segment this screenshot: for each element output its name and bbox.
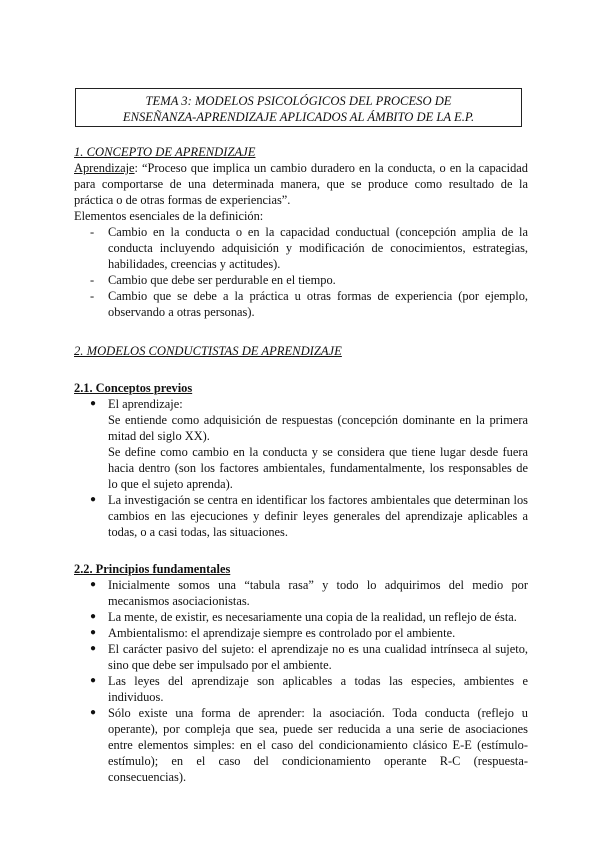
list-item-text: El carácter pasivo del sujeto: el aprendizaje no es una cualidad intrínseca al sujeto, sino que debe ser impulsado por el ambiente. bbox=[108, 642, 528, 672]
list-item-text: La investigación se centra en identificar los factores ambientales que determinan los cambios en las ejecuciones y definir leyes generales del aprendizaje aplicables a todas, o a casi todas, las situaciones. bbox=[108, 493, 528, 539]
section-2-heading: 2. MODELOS CONDUCTISTAS DE APRENDIZAJE bbox=[74, 344, 342, 358]
list-item-paragraph: Se entiende como adquisición de respuestas (concepción dominante en la primera mitad del siglo XX). bbox=[108, 413, 528, 443]
elements-intro: Elementos esenciales de la definición: bbox=[74, 209, 264, 223]
list-item-text: Cambio que se debe a la práctica u otras formas de experiencia (por ejemplo, observando a otras personas). bbox=[108, 289, 528, 319]
list-item-text: Ambientalismo: el aprendizaje siempre es controlado por el ambiente. bbox=[108, 626, 456, 640]
list-item-text: Las leyes del aprendizaje son aplicables a todas las especies, ambientes e individuos. bbox=[108, 674, 528, 704]
title-box bbox=[75, 88, 522, 127]
list-item: ● Sólo existe una forma de aprender: la asociación. Toda conducta (reflejo u operante), por compleja que sea, puede ser reducida a una serie de asociaciones entre elementos simples: en el caso del condicionamiento clásico E-E (estímulo-estímulo); en el caso del condicionamiento operante R-C (respuesta- consecuencias). bbox=[90, 706, 528, 784]
definition-text: : “Proceso que implica un cambio duradero en la conducta, o en la capacidad para comportarse de una determinada manera, que se produce como resultado de la práctica o de otras formas de experiencias”. bbox=[74, 161, 528, 207]
title-line-2: ENSEÑANZA-APRENDIZAJE APLICADOS AL ÁMBITO DE LA E.P. bbox=[122, 110, 475, 124]
list-item: ● La investigación se centra en identificar los factores ambientales que determinan los cambios en las ejecuciones y definir leyes generales del aprendizaje aplicables a todas, o a casi todas, las situaciones. bbox=[90, 493, 528, 539]
definition-term: Aprendizaje bbox=[74, 161, 135, 175]
list-item: ● El aprendizaje: Se entiende como adquisición de respuestas (concepción dominante en la primera mitad del siglo XX). Se define como cambio en la conducta y se considera que tiene lugar desde fuera hacia dentro (son los factores ambientales, fundamentalmente, los responsables de lo que el sujeto aprenda). bbox=[90, 397, 528, 491]
list-item: ● Inicialmente somos una “tabula rasa” y todo lo adquirimos del medio por mecanismos asociacionistas. bbox=[90, 578, 528, 608]
definition-paragraph bbox=[74, 160, 528, 208]
list-item-text: La mente, de existir, es necesariamente una copia de la realidad, un reflejo de ésta. bbox=[108, 610, 517, 624]
section-1-heading: 1. CONCEPTO DE APRENDIZAJE bbox=[74, 145, 256, 159]
list-item-text: Cambio en la conducta o en la capacidad conductual (concepción amplia de la conducta incluyendo adquisición y modificación de conocimientos, estrategias, habilidades, creencias y actitudes). bbox=[108, 225, 528, 271]
list-item: ● Las leyes del aprendizaje son aplicables a todas las especies, ambientes e individuos. bbox=[90, 674, 528, 704]
list-item-text: Cambio que debe ser perdurable en el tiempo. bbox=[108, 273, 336, 287]
subsection-2-2-heading: 2.2. Principios fundamentales bbox=[74, 562, 231, 576]
list-item: ● La mente, de existir, es necesariamente una copia de la realidad, un reflejo de ésta. bbox=[90, 610, 517, 624]
concepts-list bbox=[74, 396, 528, 540]
list-item: - Cambio en la conducta o en la capacidad conductual (concepción amplia de la conducta incluyendo adquisición y modificación de conocimientos, estrategias, habilidades, creencias y actitudes). bbox=[90, 225, 528, 271]
list-item-text: Sólo existe una forma de aprender: la asociación. Toda conducta (reflejo u operante), por compleja que sea, puede ser reducida a una serie de asociaciones entre elementos simples: en el caso del condicionamiento clásico E-E (estímulo-estímulo); en el caso del condicionamiento operante R-C (respuesta- consecuencias). bbox=[108, 706, 528, 784]
title-line-1: TEMA 3: MODELOS PSICOLÓGICOS DEL PROCESO DE bbox=[145, 94, 452, 108]
principles-list bbox=[74, 577, 528, 785]
list-item-paragraph: Se define como cambio en la conducta y se considera que tiene lugar desde fuera hacia dentro (son los factores ambientales, fundamentalmente, los responsables de lo que el sujeto aprenda). bbox=[108, 445, 528, 491]
list-item: ● El carácter pasivo del sujeto: el aprendizaje no es una cualidad intrínseca al sujeto, sino que debe ser impulsado por el ambiente. bbox=[90, 642, 528, 672]
list-item: - Cambio que debe ser perdurable en el tiempo. bbox=[90, 273, 336, 287]
list-item-label: El aprendizaje: bbox=[108, 397, 183, 411]
elements-list bbox=[74, 224, 528, 320]
list-item: - Cambio que se debe a la práctica u otras formas de experiencia (por ejemplo, observando a otras personas). bbox=[90, 289, 528, 319]
list-item-text: Inicialmente somos una “tabula rasa” y todo lo adquirimos del medio por mecanismos asociacionistas. bbox=[108, 578, 528, 608]
document-body bbox=[74, 144, 528, 785]
subsection-2-1-heading: 2.1. Conceptos previos bbox=[74, 381, 193, 395]
list-item: ● Ambientalismo: el aprendizaje siempre es controlado por el ambiente. bbox=[90, 626, 456, 640]
